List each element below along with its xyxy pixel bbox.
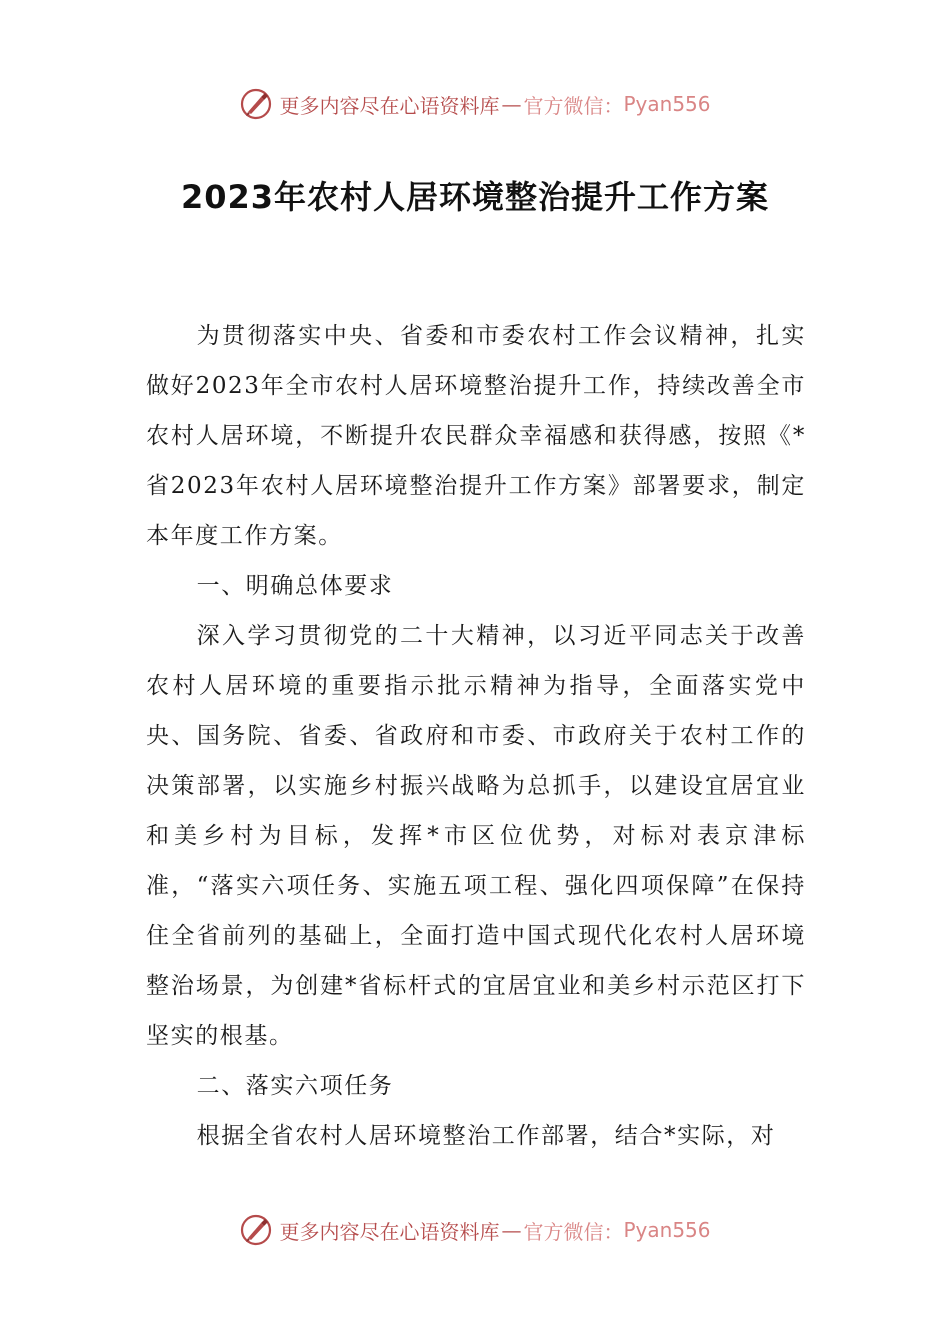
document-title: 2023年农村人居环境整治提升工作方案 [180, 178, 770, 216]
watermark-banner-bottom [0, 1210, 950, 1250]
banner-wechat-id: Pyan556 [623, 1218, 711, 1242]
pen-logo-icon [239, 1213, 273, 1247]
banner-sub-text: 官方微信： [523, 1219, 624, 1244]
banner-sub-text: 官方微信： [523, 93, 624, 118]
banner-main-text: 更多内容尽在心语资料库 [279, 1219, 500, 1244]
paragraph-general-requirements: 深入学习贯彻党的二十大精神，以习近平同志关于改善农村人居环境的重要指示批示精神为指导，全面落实党中央、国务院、省委、省政府和市委、市政府关于农村工作的决策部署，以实施乡村振兴战略为总抓手，以建设宜居宜业和美乡村为目标，发挥*市区位优势，对标对表京津标准，“落实六项任务、实施五项工程、强化四项保障”在保持住全省前列的基础上，全面打造中国式现代化农村人居环境整治场景，为创建*省标杆式的宜居宜业和美乡村示范区打下坚实的根基。 [146, 623, 806, 1049]
document-body [146, 311, 806, 1161]
banner-wechat-id: Pyan556 [623, 92, 711, 116]
section-heading-1: 一、明确总体要求 [196, 573, 394, 599]
banner-separator: — [501, 92, 522, 116]
banner-main-text: 更多内容尽在心语资料库 [279, 93, 500, 118]
banner-separator: — [501, 1218, 522, 1242]
pen-logo-icon [239, 87, 273, 121]
section-heading-2: 二、落实六项任务 [196, 1073, 394, 1099]
paragraph-intro: 为贯彻落实中央、省委和市委农村工作会议精神，扎实做好2023年全市农村人居环境整治提升工作，持续改善全市农村人居环境，不断提升农民群众幸福感和获得感，按照《*省2023年农村人居环境整治提升工作方案》部署要求，制定本年度工作方案。 [146, 323, 806, 549]
paragraph-six-tasks: 根据全省农村人居环境整治工作部署，结合*实际，对 [196, 1123, 776, 1149]
watermark-banner-top [0, 84, 950, 124]
